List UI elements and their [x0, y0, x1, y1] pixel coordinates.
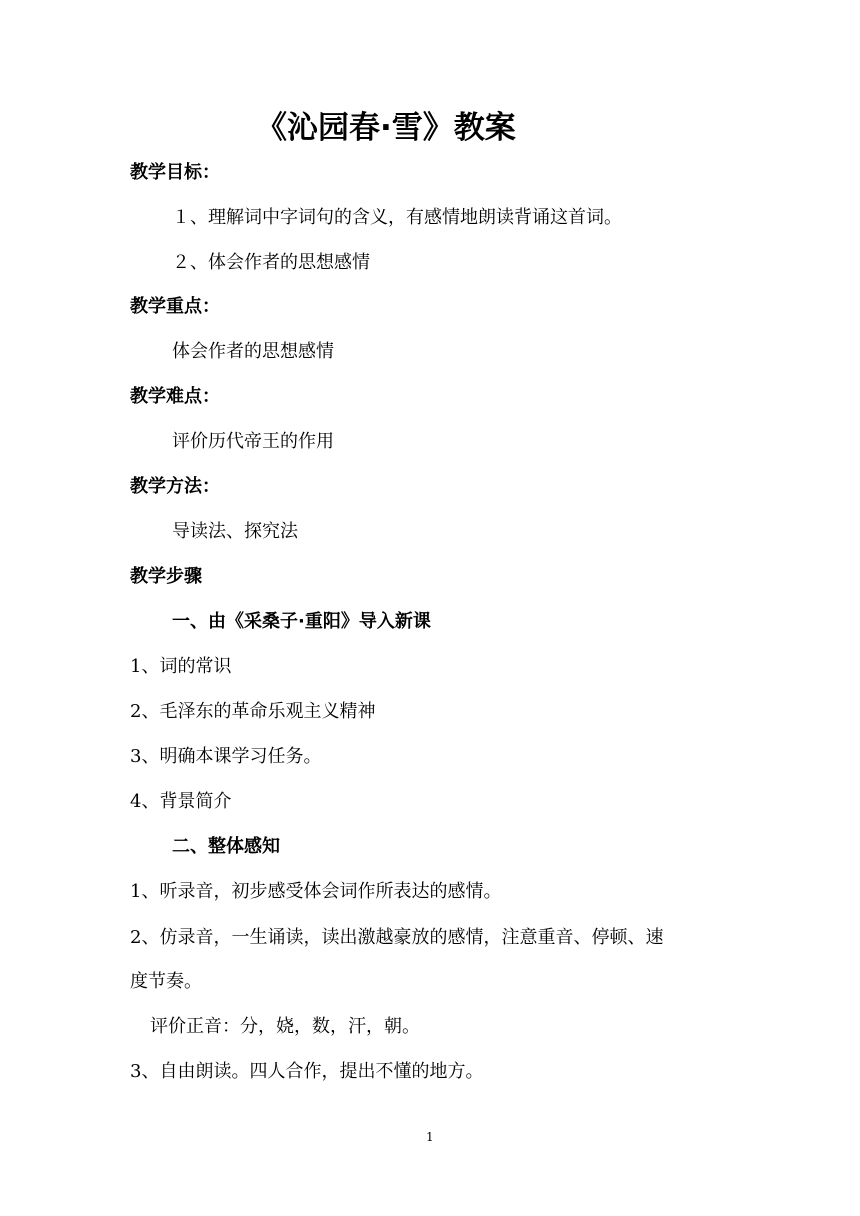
list-item-continuation: 度节奏。 [130, 971, 202, 992]
list-item: 1、词的常识 [130, 656, 232, 677]
section-heading-key-points: 教学重点： [130, 296, 220, 317]
list-item: 3、明确本课学习任务。 [130, 746, 322, 767]
objective-item-2: ２、体会作者的思想感情 [172, 252, 370, 273]
step-heading-2: 二、整体感知 [172, 836, 280, 857]
page-number: 1 [426, 1130, 434, 1144]
step-heading-1: 一、由《采桑子·重阳》导入新课 [172, 611, 431, 632]
key-point-text: 体会作者的思想感情 [172, 341, 334, 362]
list-item: 1、听录音，初步感受体会词作所表达的感情。 [130, 881, 502, 902]
section-heading-methods: 教学方法： [130, 476, 220, 497]
methods-text: 导读法、探究法 [172, 521, 298, 542]
section-heading-steps: 教学步骤 [130, 566, 202, 587]
pronunciation-note: 评价正音：分，娆，数，汗，朝。 [150, 1016, 420, 1037]
section-heading-objectives: 教学目标： [130, 162, 220, 183]
list-item: 4、背景简介 [130, 791, 232, 812]
section-heading-difficulties: 教学难点： [130, 386, 220, 407]
difficulty-text: 评价历代帝王的作用 [172, 431, 334, 452]
list-item: 2、毛泽东的革命乐观主义精神 [130, 701, 376, 722]
list-item: 2、仿录音，一生诵读，读出激越豪放的感情，注意重音、停顿、速 [130, 927, 664, 948]
list-item: 3、自由朗读。四人合作，提出不懂的地方。 [130, 1061, 484, 1082]
objective-item-1: １、理解词中字词句的含义，有感情地朗读背诵这首词。 [172, 207, 622, 228]
document-title: 《沁园春·雪》教案 [256, 110, 516, 146]
